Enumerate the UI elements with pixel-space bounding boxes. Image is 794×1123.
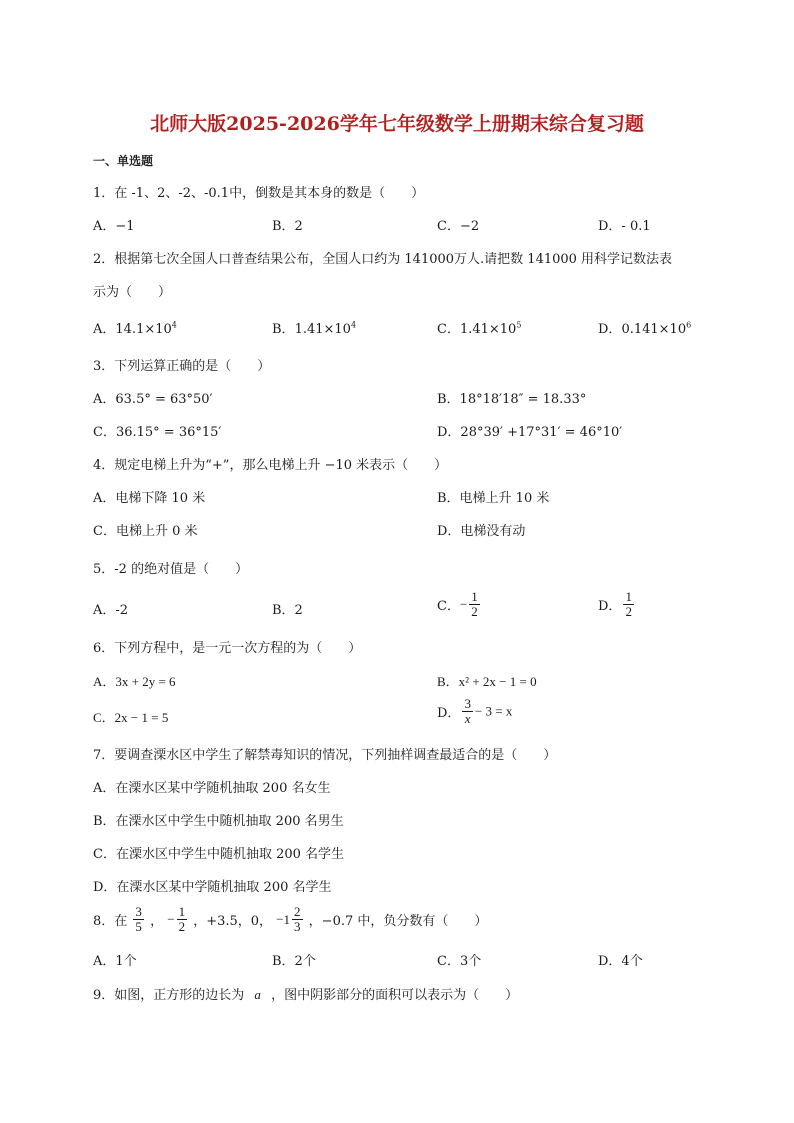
q5-option-d-numerator: 1: [625, 589, 632, 604]
q9-variable: a: [254, 987, 261, 1002]
q3-option-c[interactable]: C．36.15° = 36°15′: [93, 425, 222, 440]
question-7-stem: 7．要调查溧水区中学生了解禁毒知识的情况，下列抽样调查最适合的是（ ）: [93, 748, 557, 763]
q2-option-a-exp: 4: [171, 320, 177, 330]
q6-option-d-rest: − 3 = x: [474, 703, 513, 719]
q8-fraction-2-denominator: 2: [178, 919, 186, 934]
q5-option-d-label: D．: [598, 599, 622, 614]
q8-fraction-1: [133, 905, 144, 934]
q9-stem-a: 9．如图，正方形的边长为: [93, 988, 245, 1003]
q1-option-c[interactable]: C．−2: [437, 219, 480, 234]
question-4-stem: 4．规定电梯上升为“+”，那么电梯上升 −10 米表示（ ）: [93, 458, 448, 473]
q5-option-d-denominator: 2: [625, 604, 632, 619]
q4-option-d[interactable]: D．电梯没有动: [437, 524, 526, 539]
q2-option-d[interactable]: [598, 321, 691, 339]
q2-option-b[interactable]: [272, 321, 356, 339]
q3-option-b[interactable]: B．18°18′18″ = 18.33°: [437, 392, 587, 407]
q8-option-a[interactable]: A．1个: [93, 954, 137, 969]
q7-option-b[interactable]: B．在溧水区中学生中随机抽取 200 名男生: [93, 814, 344, 829]
q5-option-d[interactable]: [598, 590, 636, 619]
q8-fraction-2: [177, 905, 188, 934]
q8-fraction-3-sign: −: [276, 911, 284, 927]
q5-option-c-sign: −: [459, 596, 468, 612]
q8-option-b[interactable]: B．2个: [272, 954, 316, 969]
q6-option-b[interactable]: B．x² + 2x − 1 = 0: [437, 674, 537, 689]
q8-option-c[interactable]: C．3个: [437, 954, 482, 969]
q5-option-c[interactable]: [437, 590, 482, 619]
q2-option-b-base: 1.41×10: [294, 322, 351, 337]
question-5-stem: 5．-2 的绝对值是（ ）: [93, 562, 249, 577]
q2-option-c-label: C．: [437, 322, 460, 337]
q2-option-b-exp: 4: [350, 320, 357, 330]
q8-separator: ，: [150, 914, 164, 929]
q2-option-d-label: D．: [598, 322, 622, 337]
question-2-stem-line1: 2．根据第七次全国人口普查结果公布，全国人口约为 141000万人.请把数 141000 用科学记数法表: [93, 252, 673, 267]
q8-mixed-number: [284, 905, 305, 934]
q6-option-d-label: D．: [437, 706, 461, 721]
q2-option-c-exp: 5: [516, 320, 522, 330]
q8-fraction-1-denominator: 5: [135, 919, 142, 934]
q2-option-a-label: A．: [93, 322, 116, 337]
q2-option-d-base: 0.141×10: [621, 322, 687, 337]
q9-stem-b: ，图中阴影部分的面积可以表示为（ ）: [271, 988, 519, 1003]
q6-option-d-fraction: [462, 697, 473, 726]
q2-option-d-exp: 6: [686, 320, 692, 330]
q1-option-a[interactable]: A．−1: [93, 219, 135, 234]
q6-option-d-denominator: x: [464, 711, 471, 726]
q6-option-c[interactable]: C．2x − 1 = 5: [93, 710, 169, 725]
q7-option-d[interactable]: D．在溧水区某中学随机抽取 200 名学生: [93, 880, 332, 895]
q3-option-a[interactable]: A．63.5° = 63°50′: [93, 392, 213, 407]
q6-option-d-numerator: 3: [464, 696, 471, 711]
q6-option-a[interactable]: A．3x + 2y = 6: [93, 674, 176, 689]
question-2-stem-line2: 示为（ ）: [93, 285, 172, 300]
q2-option-b-label: B．: [272, 322, 295, 337]
q8-fraction-3: [292, 905, 303, 934]
q3-option-d[interactable]: D．28°39′ +17°31′ = 46°10′: [437, 425, 623, 440]
q8-fraction-2-numerator: 1: [178, 904, 186, 919]
q5-option-c-denominator: 2: [471, 604, 478, 619]
q8-mixed-whole: 1: [283, 911, 291, 927]
q1-option-b[interactable]: B．2: [272, 219, 303, 234]
q2-option-c-base: 1.41×10: [459, 322, 517, 337]
q6-option-d[interactable]: [437, 697, 512, 726]
question-1-stem: 1．在 -1、2、-2、-0.1中，倒数是其本身的数是（ ）: [93, 186, 425, 201]
q5-option-d-fraction: [623, 590, 634, 619]
q8-suffix: ，−0.7 中，负分数有（ ）: [308, 914, 488, 929]
section-heading: 一、单选题: [93, 154, 154, 168]
q2-option-c[interactable]: [437, 321, 521, 339]
page-title: 北师大版2025-2026学年七年级数学上册期末综合复习题: [150, 113, 644, 135]
q1-option-d[interactable]: D．- 0.1: [598, 219, 651, 234]
q2-option-a[interactable]: [93, 321, 177, 339]
q5-option-c-label: C．: [437, 599, 460, 614]
question-8-stem: [93, 905, 487, 934]
question-6-stem: 6．下列方程中，是一元一次方程的为（ ）: [93, 641, 362, 656]
q5-option-c-numerator: 1: [471, 589, 478, 604]
q8-fraction-1-numerator: 3: [135, 904, 142, 919]
q4-option-c[interactable]: C．电梯上升 0 米: [93, 524, 198, 539]
question-9-stem: [93, 986, 518, 1005]
q7-option-a[interactable]: A．在溧水区某中学随机抽取 200 名女生: [93, 781, 331, 796]
q8-prefix: 8．在: [93, 914, 128, 929]
q8-fraction-3-numerator: 2: [294, 904, 301, 919]
q5-option-c-fraction: [469, 590, 480, 619]
q4-option-a[interactable]: A．电梯下降 10 米: [93, 491, 206, 506]
q2-option-a-base: 14.1×10: [115, 322, 172, 337]
q8-fraction-2-sign: −: [167, 911, 175, 927]
q5-option-a[interactable]: A．-2: [93, 603, 129, 618]
question-3-stem: 3．下列运算正确的是（ ）: [93, 359, 271, 374]
q5-option-b[interactable]: B．2: [272, 603, 303, 618]
q7-option-c[interactable]: C．在溧水区中学生中随机抽取 200 名学生: [93, 847, 345, 862]
q4-option-b[interactable]: B．电梯上升 10 米: [437, 491, 550, 506]
q8-option-d[interactable]: D．4个: [598, 954, 643, 969]
q8-middle-text: ，+3.5，0，: [193, 914, 273, 929]
q8-fraction-3-denominator: 3: [294, 919, 301, 934]
